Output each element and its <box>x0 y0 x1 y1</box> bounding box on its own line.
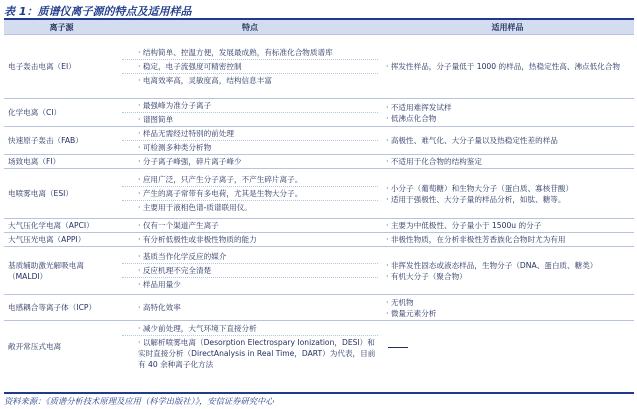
sample-item: · 挥发性样品，分子量低于 1000 的样品，热稳定性高、沸点低化合物 <box>386 62 621 71</box>
features-cell <box>119 233 381 247</box>
samples-cell <box>381 169 634 219</box>
ion-source-cell: 敞开常压式电离 <box>4 321 119 373</box>
table-row <box>4 233 634 247</box>
sample-item: · 适用于强极性、大分子量的样品分析，如肽、糖等。 <box>386 194 566 204</box>
sample-item: · 微量元素分析 <box>386 308 437 318</box>
feature-item: · 仅有一个渠道产生离子 <box>138 221 219 230</box>
feature-item: · 以解析喷雾电离（Desorption Electrospary Ionization，DESI）和实时直接分析（DirectAnalysis in Real Time，DART）为代表，目前有 40 余种离子化方法 <box>138 338 376 370</box>
samples-cell <box>381 233 634 247</box>
empty-dash <box>388 347 408 348</box>
samples-cell <box>381 295 634 321</box>
table-row <box>4 169 634 219</box>
header-features: 特点 <box>119 20 381 35</box>
features-cell <box>119 99 381 127</box>
sample-item: · 高极性、难气化、大分子量以及热稳定性差的样品 <box>386 136 558 145</box>
bottom-divider <box>4 392 634 394</box>
table-row <box>4 247 634 295</box>
features-cell <box>119 35 381 99</box>
sample-item: · 低沸点化合物 <box>386 113 437 123</box>
table-body <box>4 35 634 373</box>
sample-item: · 不适用难挥发试样 <box>386 102 452 112</box>
ion-source-table <box>4 20 634 373</box>
feature-item: · 样品无需经过特别的前处理 <box>122 127 378 141</box>
features-cell <box>119 127 381 155</box>
ion-source-cell: 电子轰击电离（EI） <box>4 35 119 99</box>
samples-cell <box>381 247 634 295</box>
feature-item: · 稳定，电子流强度可精密控制 <box>122 60 378 74</box>
table-row <box>4 321 634 373</box>
feature-item: · 可检测多种类分析物 <box>138 143 212 152</box>
feature-item: · 电离效率高，灵敏度高，结构信息丰富 <box>138 76 272 85</box>
sample-item: · 非挥发性固态或液态样品，生物分子（DNA、蛋白质、糖类） <box>386 260 598 270</box>
header-ion-source: 离子源 <box>4 20 119 35</box>
features-cell <box>119 321 381 373</box>
ion-source-cell: 电感耦合等离子体（ICP） <box>4 295 119 321</box>
sample-item: · 不适用于化合物的结构鉴定 <box>386 157 482 166</box>
feature-item: · 应用广泛，只产生分子离子，不产生碎片离子。 <box>122 173 378 187</box>
ion-source-cell: 大气压化学电离（APCI） <box>4 219 119 233</box>
table-title: 表 1：质谱仪离子源的特点及适用样品 <box>4 5 192 18</box>
table-row <box>4 219 634 233</box>
feature-item: · 分子离子峰强，碎片离子峰少 <box>138 157 242 166</box>
header-samples: 适用样品 <box>381 20 634 35</box>
samples-cell <box>381 155 634 169</box>
sample-item: · 小分子（葡萄糖）和生物大分子（蛋白质、寡核苷酸） <box>386 183 574 193</box>
sample-item: · 非极性物质，在分析非极性芳香族化合物时尤为有用 <box>386 235 566 244</box>
features-cell <box>119 295 381 321</box>
feature-item: · 基质当作化学反应的媒介 <box>122 250 378 264</box>
table-row <box>4 295 634 321</box>
feature-item: · 有分析低极性或非极性物质的能力 <box>138 235 257 244</box>
table-row <box>4 35 634 99</box>
features-cell <box>119 219 381 233</box>
source-note: 资料来源：《质谱分析技术原理及应用（科学出版社）》，安信证券研究中心 <box>4 396 274 406</box>
feature-item: · 谱图简单 <box>138 115 174 124</box>
samples-cell <box>381 35 634 99</box>
feature-item: · 反应机理不完全清楚 <box>122 264 378 278</box>
ion-source-cell: 大气压光电离（APPI） <box>4 233 119 247</box>
samples-cell <box>381 99 634 127</box>
features-cell <box>119 155 381 169</box>
ion-source-cell: 电喷雾电离（ESI） <box>4 169 119 219</box>
table-row <box>4 99 634 127</box>
feature-item: · 产生的离子常带有多电荷，尤其是生物大分子。 <box>122 187 378 201</box>
sample-item: · 无机物 <box>386 297 414 307</box>
sample-item: · 有机大分子（聚合物） <box>386 271 467 281</box>
table-header-row <box>4 20 634 35</box>
feature-item: · 主要用于液相色谱-质谱联用仪。 <box>138 203 252 212</box>
table-row <box>4 127 634 155</box>
sample-item: · 主要为中低极性、分子量小于 1500u 的分子 <box>386 221 542 230</box>
samples-cell <box>381 321 634 373</box>
feature-item: · 最强峰为准分子离子 <box>122 99 378 113</box>
ion-source-cell: 场致电离（FI） <box>4 155 119 169</box>
samples-cell <box>381 127 634 155</box>
ion-source-cell: 化学电离（CI） <box>4 99 119 127</box>
features-cell <box>119 247 381 295</box>
feature-item: · 样品用量少 <box>138 280 181 289</box>
ion-source-cell: 基质辅助激光解吸电离（MALDI） <box>4 247 119 295</box>
samples-cell <box>381 219 634 233</box>
features-cell <box>119 169 381 219</box>
feature-item: · 高特化效率 <box>138 303 181 312</box>
feature-item: · 结构简单、控温方便，发展最成熟，有标准化合物质谱库 <box>122 46 378 60</box>
feature-item: · 减少前处理，大气环境下直接分析 <box>122 322 378 336</box>
ion-source-cell: 快速原子轰击（FAB） <box>4 127 119 155</box>
table-row <box>4 155 634 169</box>
